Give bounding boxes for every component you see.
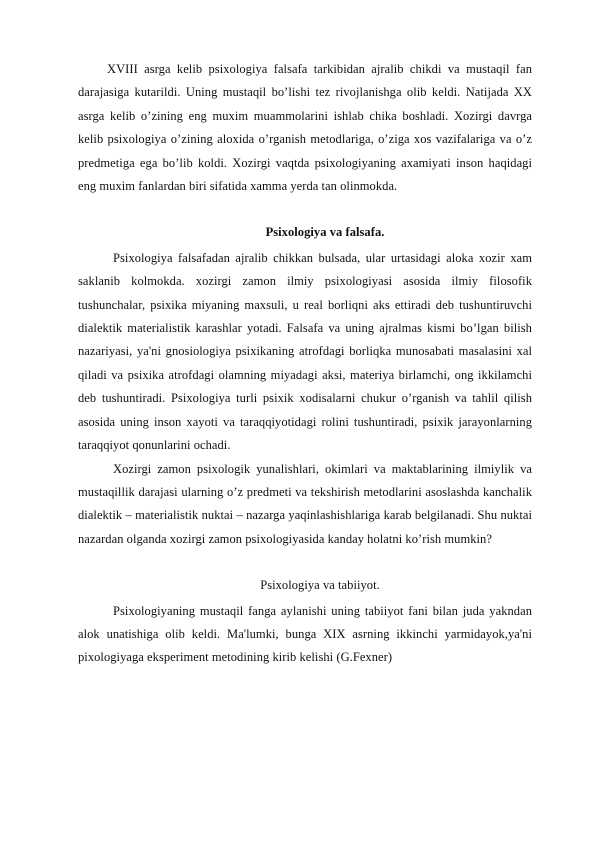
falsafa-paragraph-2: Xozirgi zamon psixologik yunalishlari, okimlari va maktablarining ilmiylik va mustaqillik darajasi ularning o’z predmeti va tekshirish metodlarini asoslashda kanchalik dialektik – materialistik nuktai – nazarga yaqinlashishlariga karab belgilanadi. Shu nuktai nazardan olganda xozirgi zamon psixologiyasida kanday holatni ko’rish mumkin? [78, 461, 532, 546]
tabiiyot-paragraph-1: Psixologiyaning mustaqil fanga aylanishi uning tabiiyot fani bilan juda yakndan alok unatishiga olib keldi. Ma'lumki, bunga XIX asrning ikkinchi yarmidayok,ya'ni pixologiyaga eksperiment metodining kirib kelishi (G.Fexner) [78, 603, 532, 665]
falsafa-paragraph-1: Psixologiya falsafadan ajralib chikkan bulsada, ular urtasidagi aloka xozir xam saklanib kolmokda. xozirgi zamon ilmiy psixologiyasi asosida ilmiy filosofik tushunchalar, psixika miyaning maxsuli, u real borliqni aks ettiradi deb tushuntiruvchi dialektik materialistik karashlar yotadi. Falsafa va uning ajralmas kismi bo’lgan bilish nazariyasi, ya'ni gnosiologiya psixikaning atrofdagi borliqka munosabati masalasini xal qiladi va psixika atrofdagi olamning miyadagi aksi, materiya birlamchi, ong ikkilamchi deb tushuntiradi. Psixologiya turli psixik xodisalarni chukur o’rganish va tahlil qilish asosida uning inson xayoti va taraqqiyotidagi rolini tushuntiradi, psixik jarayonlarning taraqqiyot qonunlarini ochadi. [78, 250, 532, 453]
document-page [78, 58, 532, 670]
section-heading-falsafa: Psixologiya va falsafa. [265, 225, 385, 240]
intro-paragraph: XVIII asrga kelib psixologiya falsafa tarkibidan ajralib chikdi va mustaqil fan darajasiga kutarildi. Uning mustaqil bo’lishi tez rivojlanishga olib keldi. Natijada XX asrga kelib o’zining eng muxim muammolarini ishlab chika boshladi. Xozirgi davrga kelib psixologiya o’zining aloxida o’rganish metodlariga, o’ziga xos vazifalariga va o’z predmetiga ega bo’lib koldi. Xozirgi vaqtda psixologiyaning axamiyati inson haqidagi eng muxim fanlardan biri sifatida xamma yerda tan olinmokda. [78, 62, 532, 194]
section-heading-tabiiyot: Psixologiya va tabiiyot. [260, 578, 380, 593]
